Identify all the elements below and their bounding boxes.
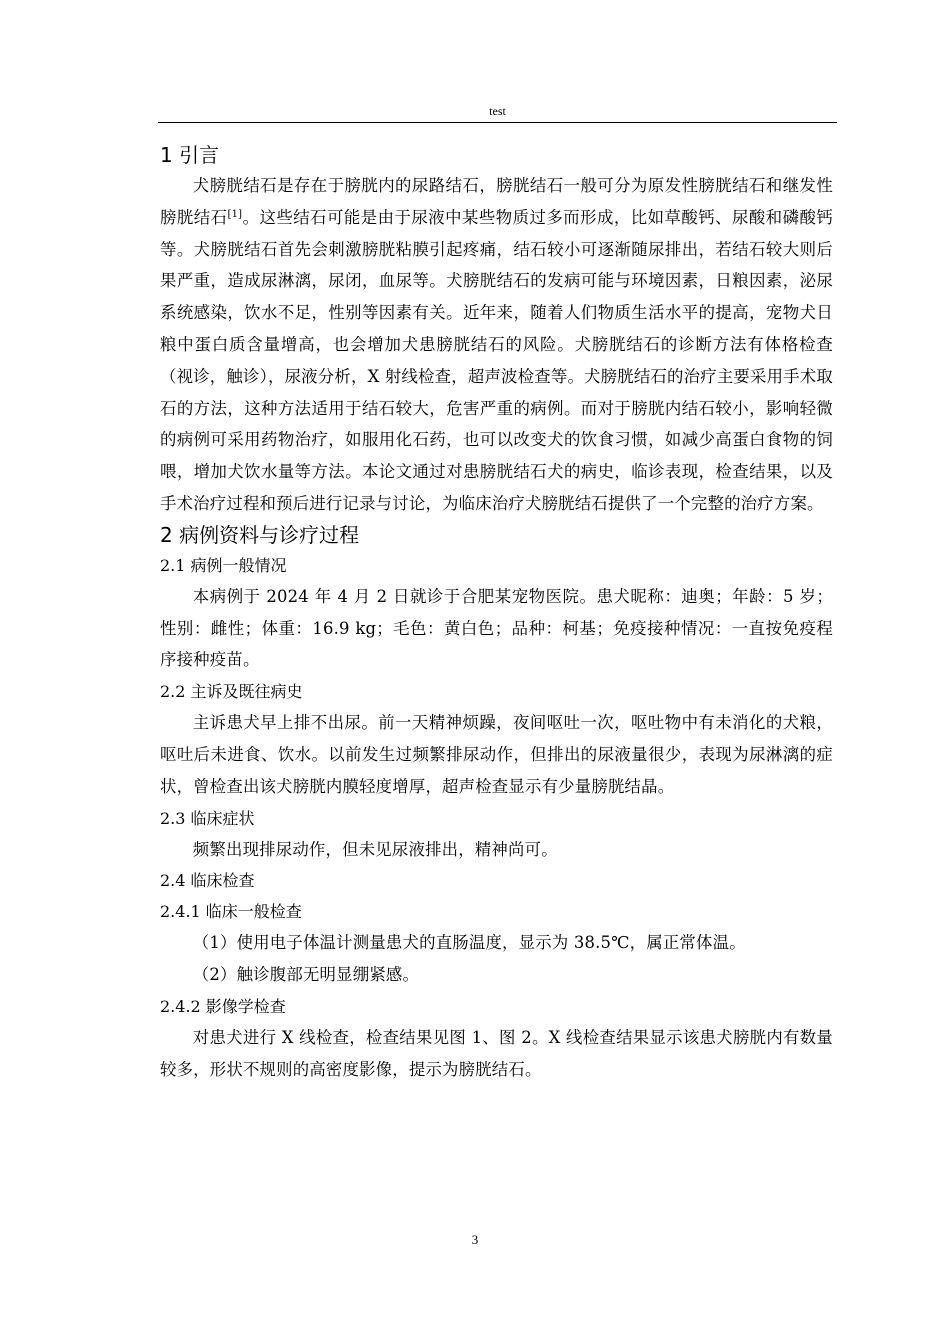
subsection-2-1-text: 本病例于 2024 年 4 月 2 日就诊于合肥某宠物医院。患犬昵称：迪奥；年龄：5 岁；性别：雌性；体重：16.9 kg；毛色：黄白色；品种：柯基；免疫接种情况：一直按免疫程序接种疫苗。	[160, 586, 833, 670]
header-rule	[158, 122, 837, 123]
subsection-2-1-heading: 2.1 病例一般情况	[160, 555, 287, 575]
page-header: test	[489, 104, 506, 118]
subsection-2-3-text: 频繁出现排尿动作，但未见尿液排出，精神尚可。	[192, 839, 558, 859]
exam-item-2: （2）触诊腹部无明显绷紧感。	[192, 965, 420, 985]
section-2-heading: 2 病例资料与诊疗过程	[160, 522, 360, 547]
subsection-2-3-heading: 2.3 临床症状	[160, 808, 255, 828]
exam-item-1: （1）使用电子体温计测量患犬的直肠温度，显示为 38.5℃，属正常体温。	[192, 933, 746, 953]
page-number: 3	[471, 1232, 479, 1247]
section-1-heading: 1 引言	[160, 143, 220, 167]
intro-text-part-2: 。这些结石可能是由于尿液中某些物质过多而形成，比如草酸钙、尿酸和磷酸钙等。犬膀胱结石首先会刺激膀胱粘膜引起疼痛，结石较小可逐渐随尿排出，若结石较大则后果严重，造成尿淋漓，尿闭，血尿等。犬膀胱结石的发病可能与环境因素，日粮因素，泌尿系统感染，饮水不足，性别等因素有关。近年来，随着人们物质生活水平的提高，宠物犬日粮中蛋白质含量增高，也会增加犬患膀胱结石的风险。犬膀胱结石的诊断方法有体格检查（视诊，触诊），尿液分析，X 射线检查，超声波检查等。犬膀胱结石的治疗主要采用手术取石的方法，这种方法适用于结石较大，危害严重的病例。而对于膀胱内结石较小，影响轻微的病例可采用药物治疗，如服用化石药，也可以改变犬的饮食习惯，如减少高蛋白食物的饲喂，增加犬饮水量等方法。本论文通过对患膀胱结石犬的病史，临诊表现，检查结果，以及手术治疗过程和预后进行记录与讨论，为临床治疗犬膀胱结石提供了一个完整的治疗方案。	[160, 207, 833, 513]
subsection-2-2-text: 主诉患犬早上排不出尿。前一天精神烦躁，夜间呕吐一次，呕吐物中有未消化的犬粮，呕吐后未进食、饮水。以前发生过频繁排尿动作，但排出的尿液量很少，表现为尿淋漓的症状，曾检查出该犬膀胱内膜轻度增厚，超声检查显示有少量膀胱结晶。	[160, 713, 833, 796]
subsection-2-4-2-heading: 2.4.2 影像学检查	[160, 997, 286, 1017]
section-1-paragraph	[160, 170, 833, 520]
subsection-2-4-heading: 2.4 临床检查	[160, 871, 255, 891]
subsection-2-4-1-heading: 2.4.1 临床一般检查	[160, 902, 302, 922]
subsection-2-2-heading: 2.2 主诉及既往病史	[160, 682, 303, 702]
citation-ref: [1]	[227, 208, 243, 220]
subsection-2-4-2-text: 对患犬进行 X 线检查，检查结果见图 1、图 2。X 线检查结果显示该患犬膀胱内有数量较多，形状不规则的高密度影像，提示为膀胱结石。	[160, 1028, 833, 1080]
intro-text-part-1: 犬膀胱结石是存在于膀胱内的尿路结石，膀胱结石一般可分为原发性膀胱结石和继发性膀胱结石	[160, 176, 833, 227]
page-body	[160, 140, 833, 1086]
